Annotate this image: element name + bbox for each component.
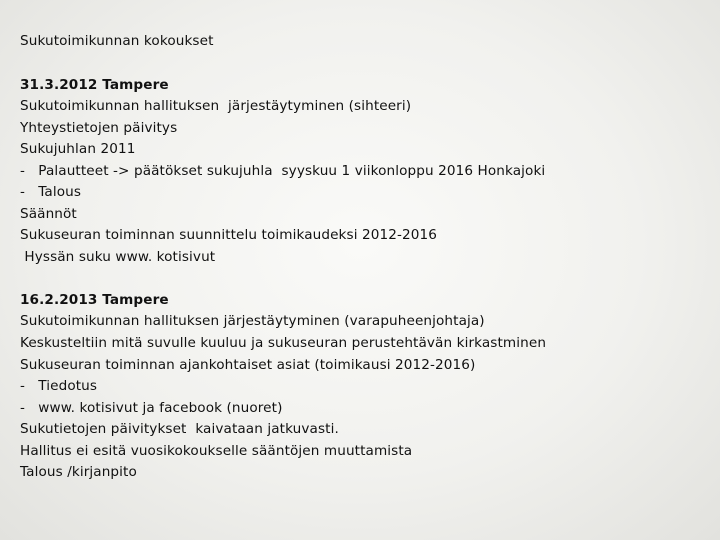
meeting-2-item: Sukuseuran toiminnan ajankohtaiset asiat (toimikausi 2012-2016) — [20, 357, 476, 373]
meeting-2-item: Keskusteltiin mitä suvulle kuuluu ja sukuseuran perustehtävän kirkastminen — [20, 335, 547, 351]
meeting-1-item: Sukutoimikunnan hallituksen järjestäytyminen (sihteeri) — [20, 98, 412, 114]
meeting-1-item: Hyssän suku www. kotisivut — [20, 249, 216, 265]
meeting-1-item: Yhteystietojen päivitys — [20, 120, 178, 136]
slide-title: Sukutoimikunnan kokoukset — [20, 33, 214, 49]
meeting-2-heading: 16.2.2013 Tampere — [20, 292, 169, 308]
meeting-1-item: - Talous — [20, 184, 82, 200]
meeting-2-item: Sukutietojen päivitykset kaivataan jatkuvasti. — [20, 421, 339, 437]
meeting-2-item: - Tiedotus — [20, 378, 98, 394]
meeting-2-item: Sukutoimikunnan hallituksen järjestäytyminen (varapuheenjohtaja) — [20, 313, 485, 329]
meeting-2-item: - www. kotisivut ja facebook (nuoret) — [20, 400, 283, 416]
meeting-2-item: Talous /kirjanpito — [20, 464, 137, 480]
meeting-1-heading: 31.3.2012 Tampere — [20, 77, 169, 93]
meeting-1-item: Säännöt — [20, 206, 77, 222]
meeting-2-item: Hallitus ei esitä vuosikokoukselle sääntöjen muuttamista — [20, 443, 413, 459]
meeting-1-item: - Palautteet -> päätökset sukujuhla syyskuu 1 viikonloppu 2016 Honkajoki — [20, 163, 546, 179]
meeting-1-item: Sukuseuran toiminnan suunnittelu toimikaudeksi 2012-2016 — [20, 227, 437, 243]
meeting-1-item: Sukujuhlan 2011 — [20, 141, 136, 157]
